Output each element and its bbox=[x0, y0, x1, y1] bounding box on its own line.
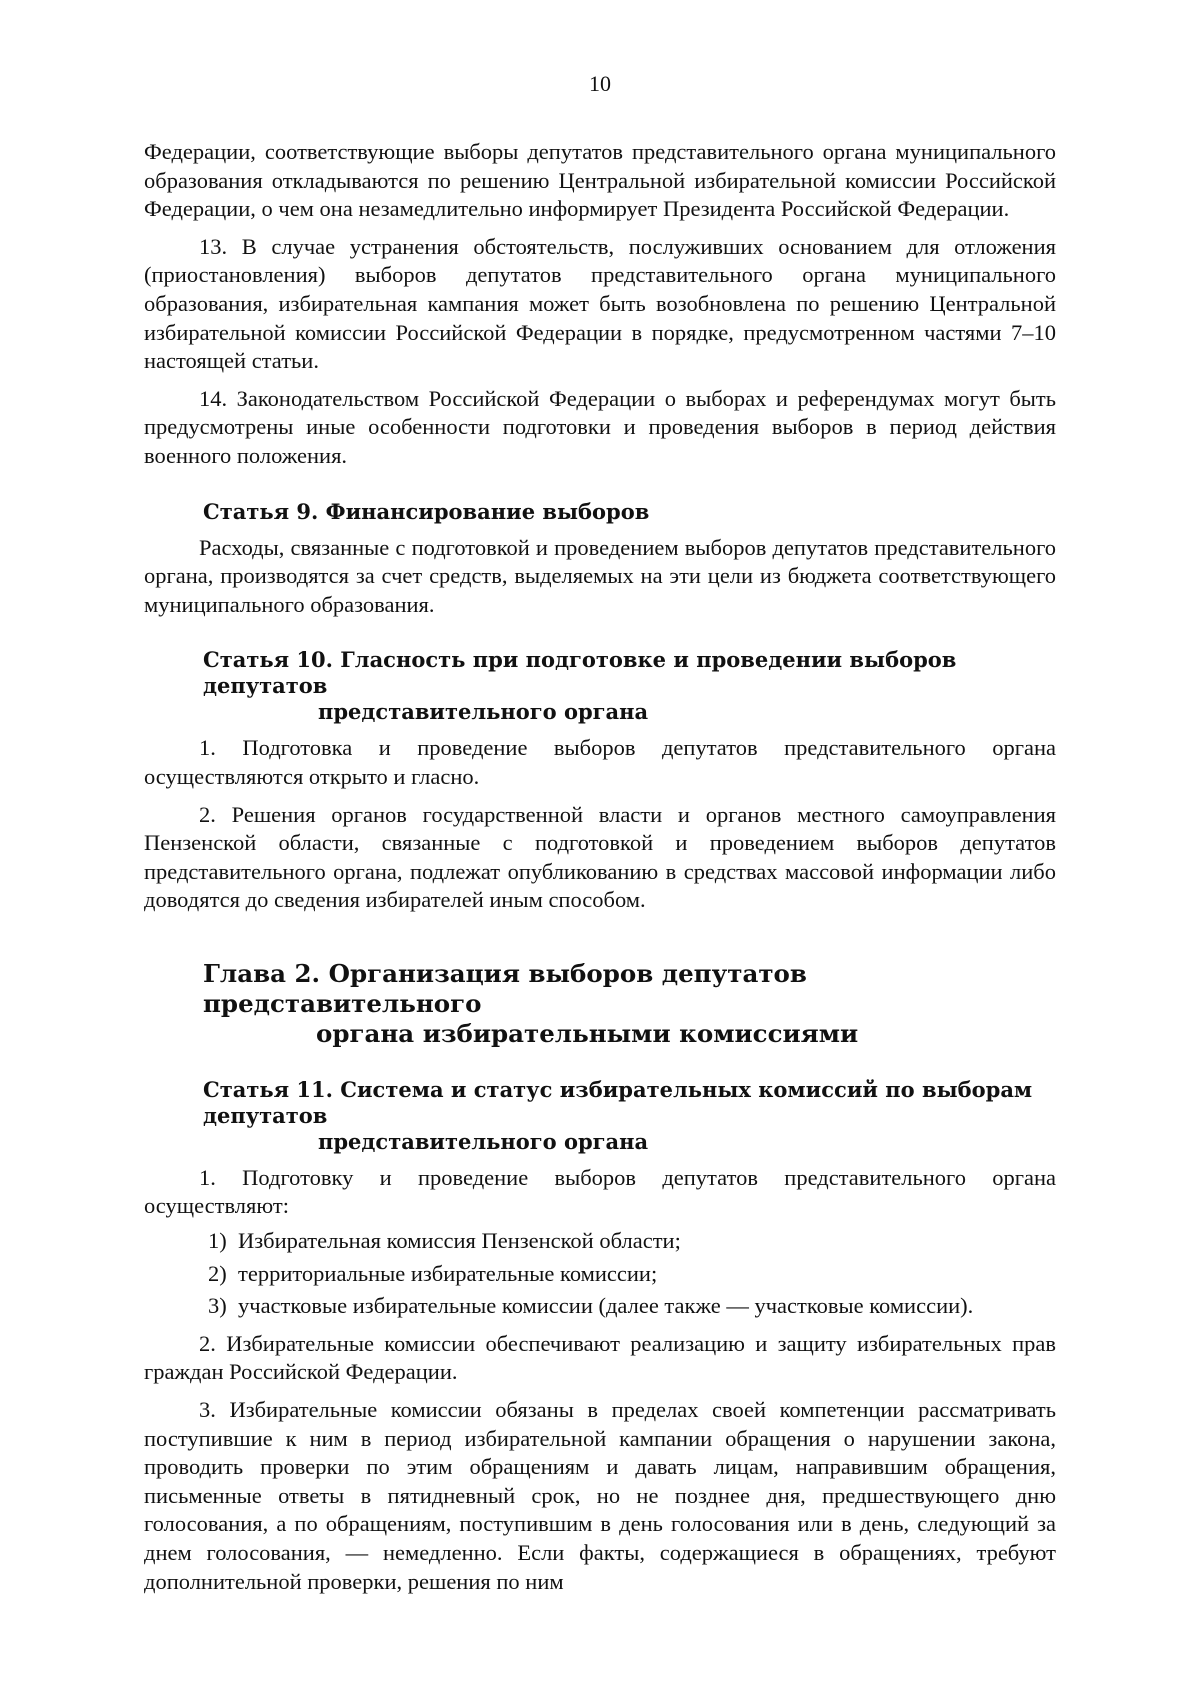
paragraph: 13. В случае устранения обстоятельств, послуживших основанием для отложения (приостановления) выборов депутатов представительного органа муниципального образования, избирательная кампания может быть возобновлена по решению Центральной избирательной комиссии Российской Федерации в порядке, предусмотренном частями 7–10 настоящей статьи. bbox=[144, 233, 1056, 374]
paragraph: Федерации, соответствующие выборы депутатов представительного органа муниципального образования откладываются по решению Центральной избирательной комиссии Российской Федерации, о чем она незамедлительно информирует Президента Российской Федерации. bbox=[144, 139, 1056, 222]
list-item bbox=[144, 1260, 1056, 1289]
heading-line: Статья 10. Гласность при подготовке и проведении выборов депутатов bbox=[203, 647, 957, 699]
list-item bbox=[144, 1227, 1056, 1256]
paragraph: 2. Избирательные комиссии обеспечивают реализацию и защиту избирательных прав граждан Российской Федерации. bbox=[144, 1330, 1056, 1385]
list-item-number: 3) bbox=[208, 1293, 227, 1319]
chapter-heading bbox=[144, 959, 1056, 1049]
list-item-text: Избирательная комиссия Пензенской области; bbox=[238, 1228, 681, 1254]
heading-line: представительного органа bbox=[318, 1128, 649, 1154]
document-body bbox=[144, 138, 1056, 1596]
heading-line: представительного органа bbox=[318, 699, 649, 725]
list-item-number: 1) bbox=[208, 1228, 227, 1254]
heading-line: Статья 11. Система и статус избирательных комиссий по выборам депутатов bbox=[203, 1076, 1033, 1128]
article-heading bbox=[144, 499, 1056, 525]
paragraph: 3. Избирательные комиссии обязаны в пределах своей компетенции рассматривать поступившие к ним в период избирательной кампании обращения о нарушении закона, проводить проверки по этим обращениям и давать лицам, направившим обращения, письменные ответы в пятидневный срок, но не позднее дня, предшествующего дню голосования, а по обращениям, поступившим в день голосования или в день, следующий за днем голосования, — немедленно. Если факты, содержащиеся в обращениях, требуют дополнительной проверки, решения по ним bbox=[144, 1397, 1056, 1594]
heading-line: Статья 9. Финансирование выборов bbox=[203, 498, 650, 524]
paragraph: 1. Подготовку и проведение выборов депутатов представительного органа осуществляют: bbox=[144, 1164, 1056, 1219]
page-number: 10 bbox=[589, 71, 611, 96]
list-item-text: территориальные избирательные комиссии; bbox=[238, 1260, 658, 1286]
list-item bbox=[144, 1292, 1056, 1321]
paragraph: Расходы, связанные с подготовкой и проведением выборов депутатов представительного органа, производятся за счет средств, выделяемых на эти цели из бюджета соответствующего муниципального образования. bbox=[144, 534, 1056, 617]
list-item-number: 2) bbox=[208, 1260, 227, 1286]
heading-line: органа избирательными комиссиями bbox=[316, 1018, 859, 1048]
paragraph: 14. Законодательством Российской Федерации о выборах и референдумах могут быть предусмотрены иные особенности подготовки и проведения выборов в период действия военного положения. bbox=[144, 385, 1056, 468]
paragraph: 1. Подготовка и проведение выборов депутатов представительного органа осуществляются открыто и гласно. bbox=[144, 735, 1056, 789]
article-heading bbox=[144, 647, 1056, 725]
list-item-text: участковые избирательные комиссии (далее также — участковые комиссии). bbox=[238, 1293, 974, 1319]
enumerated-list bbox=[144, 1227, 1056, 1321]
paragraph: 2. Решения органов государственной власти и органов местного самоуправления Пензенской области, связанные с подготовкой и проведением выборов депутатов представительного органа, подлежат опубликованию в средствах массовой информации либо доводятся до сведения избирателей иным способом. bbox=[144, 801, 1056, 913]
article-heading bbox=[144, 1077, 1056, 1155]
heading-line: Глава 2. Организация выборов депутатов представительного bbox=[203, 958, 807, 1018]
